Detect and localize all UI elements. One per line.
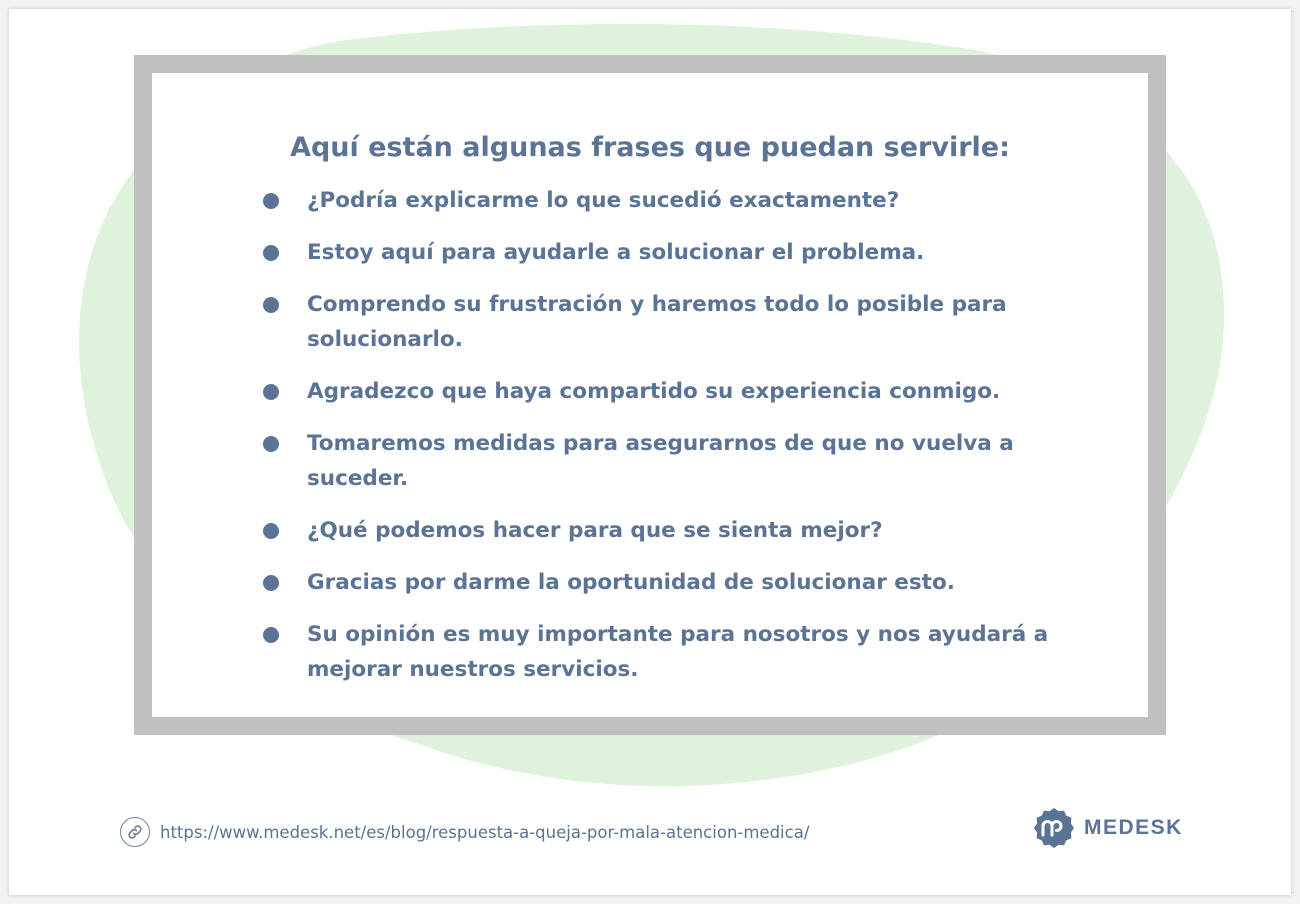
list-item xyxy=(263,617,1053,687)
quote-frame xyxy=(134,55,1166,735)
medesk-logo-icon xyxy=(1032,806,1076,850)
phrase-text: Tomaremos medidas para asegurarnos de que no vuelva a suceder. xyxy=(307,431,1014,491)
brand-name: MEDESK xyxy=(1084,816,1183,839)
source-link[interactable] xyxy=(120,815,809,849)
source-url[interactable]: https://www.medesk.net/es/blog/respuesta-a-queja-por-mala-atencion-medica/ xyxy=(160,822,810,842)
phrase-text: Estoy aquí para ayudarle a solucionar el problema. xyxy=(307,240,925,265)
link-icon xyxy=(120,817,150,847)
brand-logo xyxy=(1032,806,1183,850)
bullet-icon xyxy=(263,245,279,261)
bullet-icon xyxy=(263,575,279,591)
phrase-text: Agradezco que haya compartido su experiencia conmigo. xyxy=(307,379,1001,404)
list-item xyxy=(263,235,1053,270)
phrase-text: Gracias por darme la oportunidad de solucionar esto. xyxy=(307,570,955,595)
document-sheet xyxy=(9,9,1291,895)
bullet-icon xyxy=(263,436,279,452)
phrase-text: ¿Podría explicarme lo que sucedió exactamente? xyxy=(307,188,900,213)
bullet-icon xyxy=(263,193,279,209)
phrase-text: Su opinión es muy importante para nosotros y nos ayudará a mejorar nuestros servicios. xyxy=(307,622,1049,682)
bullet-icon xyxy=(263,297,279,313)
phrase-text: ¿Qué podemos hacer para que se sienta mejor? xyxy=(307,518,883,543)
page-title: Aquí están algunas frases que puedan servirle: xyxy=(290,132,1010,163)
list-item xyxy=(263,513,1053,548)
list-item xyxy=(263,374,1053,409)
phrase-list xyxy=(263,183,1053,704)
bullet-icon xyxy=(263,384,279,400)
phrase-text: Comprendo su frustración y haremos todo lo posible para solucionarlo. xyxy=(307,292,1007,352)
list-item xyxy=(263,565,1053,600)
bullet-icon xyxy=(263,523,279,539)
list-item xyxy=(263,426,1053,496)
content-panel xyxy=(152,73,1148,717)
bullet-icon xyxy=(263,627,279,643)
list-item xyxy=(263,287,1053,357)
list-item xyxy=(263,183,1053,218)
